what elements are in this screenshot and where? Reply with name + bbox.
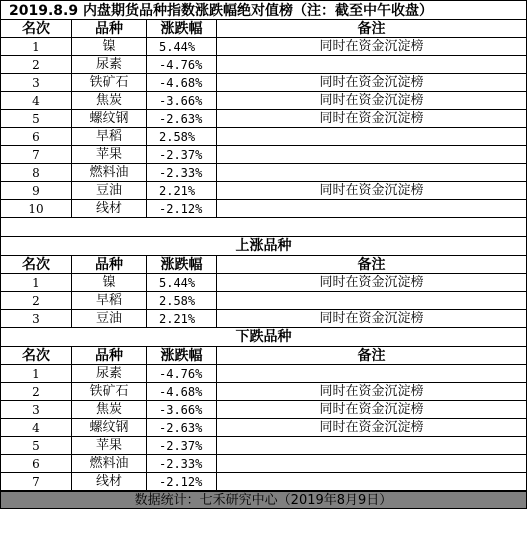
rank-cell: 2 xyxy=(0,56,72,73)
rank-cell: 2 xyxy=(0,292,72,309)
down-section-title: 下跌品种 xyxy=(0,328,527,347)
note-cell xyxy=(217,292,527,309)
note-cell xyxy=(217,128,527,145)
table-row xyxy=(0,200,527,218)
source-footer: 数据统计：七禾研究中心（2019年8月9日） xyxy=(0,491,527,509)
table-title: 2019.8.9 内盘期货品种指数涨跌幅绝对值榜（注：截至中午收盘） xyxy=(0,0,527,20)
table-row xyxy=(0,292,527,310)
note-header: 备注 xyxy=(217,347,527,364)
change-cell: -4.76% xyxy=(147,56,217,73)
product-cell: 苹果 xyxy=(72,437,147,454)
product-cell: 螺纹钢 xyxy=(72,110,147,127)
product-cell: 尿素 xyxy=(72,56,147,73)
change-cell: -2.12% xyxy=(147,200,217,217)
product-cell: 焦炭 xyxy=(72,401,147,418)
rank-header: 名次 xyxy=(0,20,72,37)
rank-cell: 6 xyxy=(0,455,72,472)
product-cell: 铁矿石 xyxy=(72,74,147,91)
product-cell: 螺纹钢 xyxy=(72,419,147,436)
note-cell: 同时在资金沉淀榜 xyxy=(217,419,527,436)
change-cell: -4.76% xyxy=(147,365,217,382)
rank-header: 名次 xyxy=(0,256,72,273)
rank-cell: 5 xyxy=(0,110,72,127)
down-header-row xyxy=(0,347,527,365)
change-cell: -2.33% xyxy=(147,455,217,472)
table-row xyxy=(0,182,527,200)
change-header: 涨跌幅 xyxy=(147,347,217,364)
change-cell: 5.44% xyxy=(147,38,217,55)
note-cell: 同时在资金沉淀榜 xyxy=(217,274,527,291)
rank-cell: 4 xyxy=(0,92,72,109)
main-header-row xyxy=(0,20,527,38)
product-header: 品种 xyxy=(72,347,147,364)
change-cell: 2.58% xyxy=(147,128,217,145)
rank-cell: 2 xyxy=(0,383,72,400)
change-cell: -3.66% xyxy=(147,92,217,109)
table-row xyxy=(0,92,527,110)
product-cell: 尿素 xyxy=(72,365,147,382)
note-header: 备注 xyxy=(217,20,527,37)
table-row xyxy=(0,310,527,328)
rank-cell: 7 xyxy=(0,473,72,490)
note-cell xyxy=(217,473,527,490)
note-cell: 同时在资金沉淀榜 xyxy=(217,74,527,91)
table-row xyxy=(0,455,527,473)
change-cell: 5.44% xyxy=(147,274,217,291)
product-cell: 镍 xyxy=(72,38,147,55)
change-cell: -2.33% xyxy=(147,164,217,181)
rank-cell: 3 xyxy=(0,310,72,327)
note-cell: 同时在资金沉淀榜 xyxy=(217,182,527,199)
product-cell: 燃料油 xyxy=(72,164,147,181)
change-header: 涨跌幅 xyxy=(147,256,217,273)
change-cell: -2.37% xyxy=(147,437,217,454)
rank-cell: 5 xyxy=(0,437,72,454)
main-rows xyxy=(0,38,527,218)
table-row xyxy=(0,74,527,92)
note-cell: 同时在资金沉淀榜 xyxy=(217,92,527,109)
change-cell: -2.12% xyxy=(147,473,217,490)
note-cell: 同时在资金沉淀榜 xyxy=(217,310,527,327)
up-section-title: 上涨品种 xyxy=(0,237,527,256)
note-cell xyxy=(217,200,527,217)
table-row xyxy=(0,419,527,437)
change-cell: -2.37% xyxy=(147,146,217,163)
table-row xyxy=(0,128,527,146)
table-row xyxy=(0,274,527,292)
change-cell: -3.66% xyxy=(147,401,217,418)
note-cell xyxy=(217,56,527,73)
product-cell: 豆油 xyxy=(72,182,147,199)
change-cell: -2.63% xyxy=(147,419,217,436)
table-row xyxy=(0,164,527,182)
product-cell: 线材 xyxy=(72,200,147,217)
table-row xyxy=(0,56,527,74)
note-cell xyxy=(217,437,527,454)
product-cell: 燃料油 xyxy=(72,455,147,472)
table-row xyxy=(0,110,527,128)
rank-cell: 3 xyxy=(0,74,72,91)
product-cell: 豆油 xyxy=(72,310,147,327)
rank-cell: 4 xyxy=(0,419,72,436)
change-cell: -4.68% xyxy=(147,383,217,400)
change-header: 涨跌幅 xyxy=(147,20,217,37)
down-rows xyxy=(0,365,527,491)
note-cell: 同时在资金沉淀榜 xyxy=(217,110,527,127)
table-row xyxy=(0,383,527,401)
product-cell: 早稻 xyxy=(72,128,147,145)
product-cell: 镍 xyxy=(72,274,147,291)
change-cell: 2.21% xyxy=(147,310,217,327)
note-cell xyxy=(217,146,527,163)
rank-cell: 8 xyxy=(0,164,72,181)
note-cell: 同时在资金沉淀榜 xyxy=(217,383,527,400)
rank-cell: 10 xyxy=(0,200,72,217)
table-row xyxy=(0,38,527,56)
table-row xyxy=(0,365,527,383)
up-rows xyxy=(0,274,527,328)
table-row xyxy=(0,437,527,455)
spacer-row xyxy=(0,218,527,237)
rank-cell: 1 xyxy=(0,274,72,291)
note-cell: 同时在资金沉淀榜 xyxy=(217,401,527,418)
change-cell: 2.21% xyxy=(147,182,217,199)
change-cell: 2.58% xyxy=(147,292,217,309)
note-cell xyxy=(217,365,527,382)
note-cell xyxy=(217,455,527,472)
rank-cell: 1 xyxy=(0,365,72,382)
product-header: 品种 xyxy=(72,20,147,37)
table-row xyxy=(0,401,527,419)
change-cell: -4.68% xyxy=(147,74,217,91)
rank-cell: 7 xyxy=(0,146,72,163)
product-cell: 苹果 xyxy=(72,146,147,163)
product-cell: 铁矿石 xyxy=(72,383,147,400)
rank-header: 名次 xyxy=(0,347,72,364)
rank-cell: 9 xyxy=(0,182,72,199)
rank-cell: 3 xyxy=(0,401,72,418)
table-row xyxy=(0,146,527,164)
change-cell: -2.63% xyxy=(147,110,217,127)
up-header-row xyxy=(0,256,527,274)
product-cell: 线材 xyxy=(72,473,147,490)
note-cell xyxy=(217,164,527,181)
rank-cell: 1 xyxy=(0,38,72,55)
rank-cell: 6 xyxy=(0,128,72,145)
note-header: 备注 xyxy=(217,256,527,273)
product-header: 品种 xyxy=(72,256,147,273)
note-cell: 同时在资金沉淀榜 xyxy=(217,38,527,55)
table-row xyxy=(0,473,527,491)
product-cell: 焦炭 xyxy=(72,92,147,109)
product-cell: 早稻 xyxy=(72,292,147,309)
